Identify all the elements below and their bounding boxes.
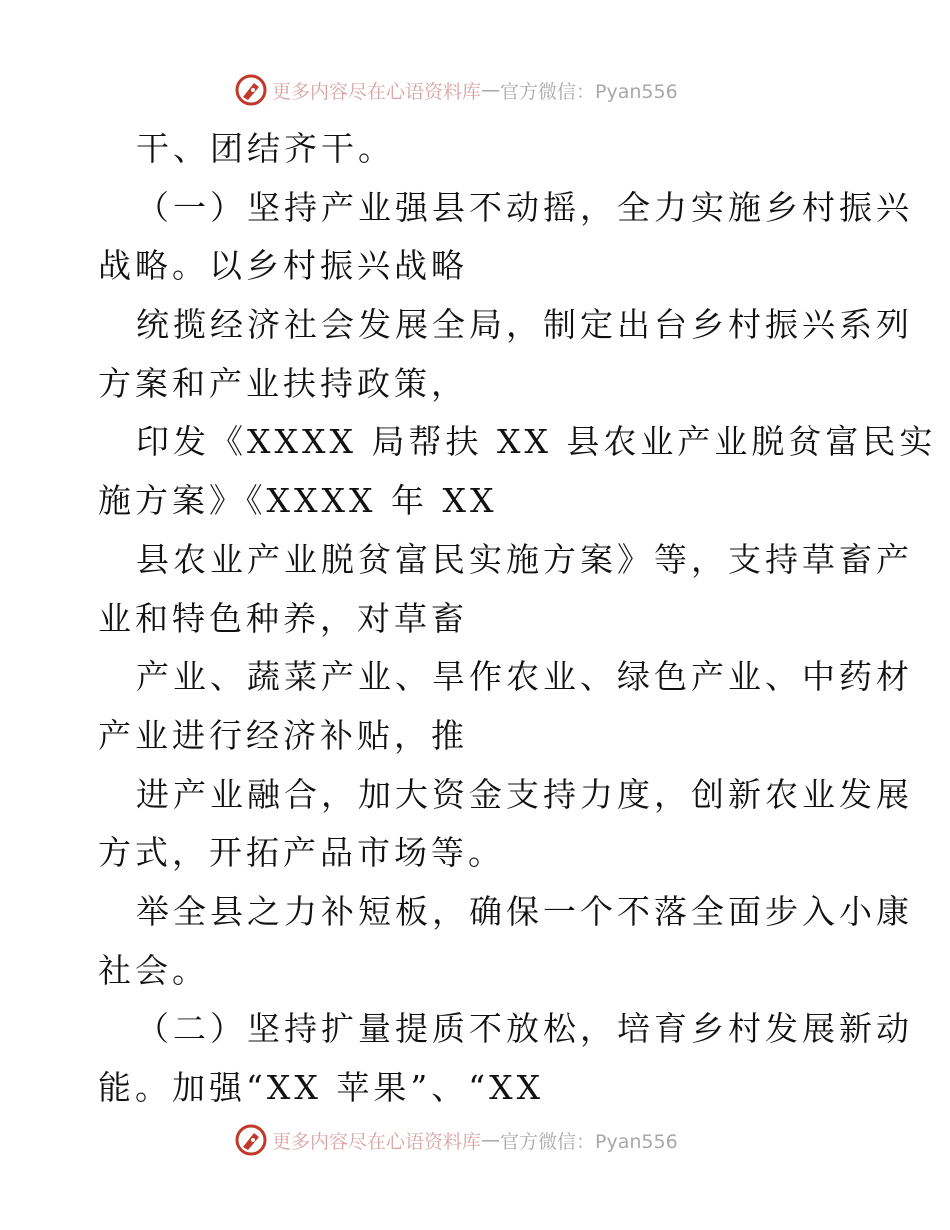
document-body	[98, 120, 937, 1118]
watermark-brand-text: 更多内容尽在心语资料库	[272, 80, 482, 103]
body-text-line: 举全县之力补短板，确保一个不落全面步入小康	[136, 891, 913, 931]
body-text-line: 方式，开拓产品市场等。	[98, 833, 505, 873]
body-text-line: 社会。	[98, 950, 209, 990]
body-text-line: 施方案》《XXXX 年 XX	[98, 481, 498, 521]
body-text-line: （一）坚持产业强县不动摇，全力实施乡村振兴	[136, 187, 913, 227]
body-text-line: （二）坚持扩量提质不放松，培育乡村发展新动	[136, 1009, 913, 1049]
body-text-line: 县农业产业脱贫富民实施方案》等，支持草畜产	[136, 539, 913, 579]
watermark-brand-text: 更多内容尽在心语资料库	[272, 1130, 482, 1153]
watermark-contact-text: 官方微信：Pyan556	[500, 1130, 678, 1153]
watermark-contact-text: 官方微信：Pyan556	[500, 80, 678, 103]
watermark-separator: —	[481, 1129, 501, 1151]
body-text-line: 产业、蔬菜产业、旱作农业、绿色产业、中药材	[136, 657, 913, 697]
pen-nib-logo-icon	[234, 73, 268, 107]
watermark-separator: —	[481, 79, 501, 101]
body-text-line: 干、团结齐干。	[136, 129, 395, 168]
body-text-line: 产业进行经济补贴，推	[98, 715, 468, 755]
body-text-line: 能。加强“XX 苹果”、“XX	[98, 1068, 545, 1107]
header-watermark	[234, 70, 678, 110]
body-text-line: 方案和产业扶持政策，	[98, 363, 468, 403]
body-text-line: 战略。以乡村振兴战略	[98, 246, 468, 286]
pen-nib-logo-icon	[234, 1123, 268, 1157]
body-text-line: 统揽经济社会发展全局，制定出台乡村振兴系列	[136, 305, 913, 345]
body-text-line: 印发《XXXX 局帮扶 XX 县农业产业脱贫富民实	[136, 422, 937, 462]
body-text-line: 业和特色种养，对草畜	[98, 598, 468, 638]
body-text-line: 进产业融合，加大资金支持力度，创新农业发展	[136, 774, 913, 814]
footer-watermark	[234, 1120, 678, 1160]
